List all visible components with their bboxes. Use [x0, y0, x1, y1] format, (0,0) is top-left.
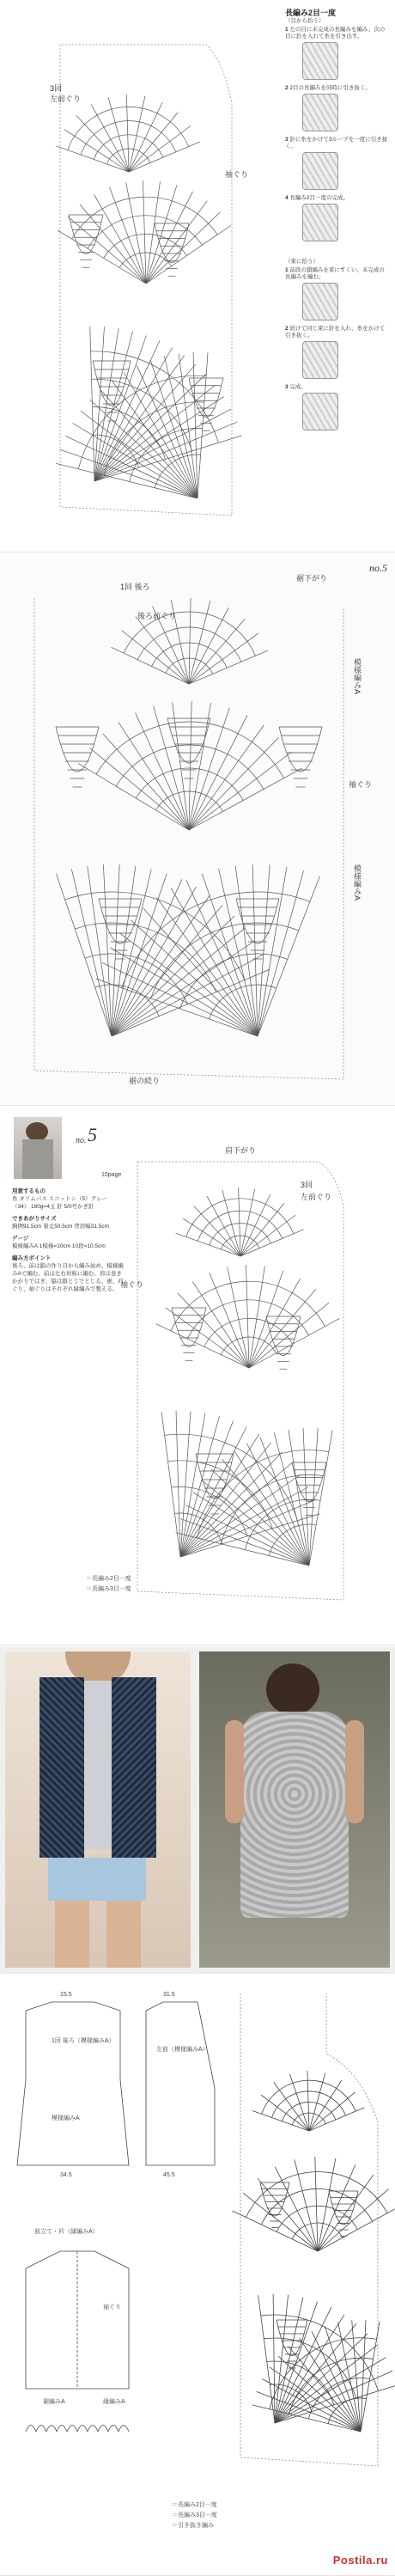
subheading-a: （目から拾う） — [285, 18, 325, 24]
arm-left — [225, 1720, 244, 1823]
schematic-page — [0, 1976, 395, 2576]
step-illustration — [302, 42, 338, 80]
grey-lace-top — [240, 1712, 349, 1918]
vest-right-panel — [112, 1677, 156, 1858]
legend-dec2: ＝長編み2目一度 — [172, 2502, 217, 2508]
border-a-label: 縁編みA — [103, 2399, 125, 2405]
legend-dec2: ＝長編み2目一度 — [86, 1576, 131, 1582]
front-schematic — [146, 2002, 215, 2165]
arm-right — [345, 1720, 364, 1823]
step-instructions — [285, 7, 390, 436]
step-a-3 — [285, 195, 390, 202]
steps-b-list — [285, 267, 390, 430]
step-illustration — [302, 341, 338, 379]
dim-front: 45.5 — [163, 2172, 175, 2178]
armhole-label: 袖ぐり — [120, 1280, 144, 1289]
step-number: 4 — [285, 195, 290, 201]
pattern-number: 5 — [88, 1124, 97, 1145]
armhole-label: 袖ぐり — [103, 2304, 121, 2310]
points-body: 後ろ、前は鎖の作り目から編み始め、模様編みAで編む。前は左右対称に編む。肩は巻きかがりではぎ、脇は鎖とじでとじる。裾、衿ぐり、袖ぐりはそれぞれ縁編みで整える。 — [12, 1263, 124, 1292]
shoulder-drop-label: 裾下がり — [296, 574, 328, 583]
crochet-chart-front-2 — [0, 1110, 395, 1645]
hair-shape — [266, 1663, 319, 1715]
step-text: 続けて同じ束に針を入れ、糸をかけて引き抜く。 — [285, 326, 386, 339]
watermark-logo: Postila.ru — [332, 2554, 388, 2567]
materials-body: 糸 オリムパス スコットン（5）グレー（34） 160g=4玉 針 5/0号かぎ針 — [12, 1196, 108, 1210]
step-a-2 — [285, 137, 390, 150]
legend-dec3: ＝長編み3目一度 — [86, 1586, 131, 1592]
dim-neck: 15.5 — [60, 1992, 72, 1998]
points-title: 編み方ポイント — [12, 1255, 52, 1261]
shoulder-drop-label: 肩下がり — [225, 1146, 257, 1155]
pattern-a-label: 模様編みA — [353, 658, 362, 695]
dim-width: 34.5 — [60, 2172, 72, 2178]
chart-page-2 — [0, 555, 395, 1106]
size-body: 胸囲91.5cm 着丈50.5cm 背肩幅31.5cm — [12, 1224, 110, 1230]
hem-border-label: 裾編みA — [43, 2399, 65, 2405]
chart-page-1 — [0, 0, 395, 552]
step-illustration — [302, 94, 338, 131]
back-label: 1回 後ろ — [120, 583, 150, 591]
front-label: 左前（模様編みA） — [156, 2047, 209, 2053]
step-number: 1 — [285, 267, 290, 273]
step-illustration — [302, 152, 338, 190]
step-number: 1 — [285, 27, 290, 33]
hem-label: 裾の続り — [129, 1077, 161, 1085]
step-illustration — [302, 393, 338, 430]
schematic-diagrams — [0, 1976, 395, 2575]
front-neck-label: 左前ぐり — [301, 1193, 332, 1201]
row-label: 3回 — [301, 1181, 313, 1189]
step-text: 完成。 — [289, 384, 307, 390]
step-b-1 — [285, 326, 390, 339]
step-b-0 — [285, 267, 390, 281]
step-text: 2目の長編みを同時に引き抜く。 — [289, 85, 371, 91]
size-title: できあがりサイズ — [12, 1216, 57, 1222]
step-illustration — [302, 204, 338, 241]
back-schematic — [17, 2002, 129, 2165]
no-prefix: no. — [76, 1136, 87, 1145]
step-text: 前段の鎖編みを束にすくい、未完成の長編みを編む。 — [285, 267, 385, 280]
step-a-0 — [285, 27, 390, 40]
page-number: no.5 — [369, 562, 387, 574]
armhole-label: 袖ぐり — [225, 170, 249, 179]
photo-top-grey — [199, 1651, 390, 1968]
armhole-label: 袖ぐり — [349, 780, 373, 789]
step-text: 針に糸をかけて3ループを一度に引き抜く。 — [285, 137, 388, 150]
step-illustration — [302, 283, 338, 320]
back-neck-label: 後ろ前ぐり — [137, 612, 177, 620]
vest-left-panel — [40, 1677, 84, 1858]
steps-a-list — [285, 27, 390, 241]
chart-page-3 — [0, 1110, 395, 1645]
step-text: 左の目に未完成の長編みを編み、次の目に針を入れて糸を引き出す。 — [285, 27, 386, 40]
photo-vest-dark — [5, 1651, 191, 1968]
leg-left — [55, 1901, 89, 1968]
step-number: 3 — [285, 384, 290, 390]
step-b-2 — [285, 384, 390, 391]
dim-shoulder: 31.5 — [163, 1992, 175, 1998]
step-number: 2 — [285, 326, 290, 332]
pattern-a-label-2: 模様編みA — [353, 864, 362, 901]
crochet-chart-back — [0, 555, 395, 1105]
technique-title: 長編み2目一度 — [285, 9, 337, 17]
front-border-label: 前立て・衿（縁編みA） — [34, 2229, 99, 2235]
materials-title: 用意するもの — [12, 1188, 46, 1194]
step-a-1 — [285, 85, 390, 92]
back-label: 1回 後ろ（模様編みA） — [52, 2038, 115, 2044]
leg-right — [106, 1901, 141, 1968]
gauge-body: 模様編みA 1模様=10cm 10段=10.5cm — [12, 1243, 106, 1249]
shorts-shape — [48, 1858, 146, 1901]
step-number: 2 — [285, 85, 290, 91]
legend-dec3: ＝長編み3目一度 — [172, 2512, 217, 2518]
front-neck-label: 左前ぐり — [50, 95, 82, 103]
page-ref: 10page — [101, 1172, 122, 1178]
step-text: 長編み2目一度の完成。 — [289, 195, 349, 201]
photo-page — [0, 1646, 395, 1974]
gauge-title: ゲージ — [12, 1236, 29, 1242]
legend-slip: ＝引き抜き編み — [172, 2523, 214, 2529]
pattern-label: 模様編みA — [52, 2115, 80, 2121]
row-label: 3回 — [50, 84, 63, 93]
subheading-b: （束に拾う） — [285, 259, 319, 265]
step-number: 3 — [285, 137, 290, 143]
